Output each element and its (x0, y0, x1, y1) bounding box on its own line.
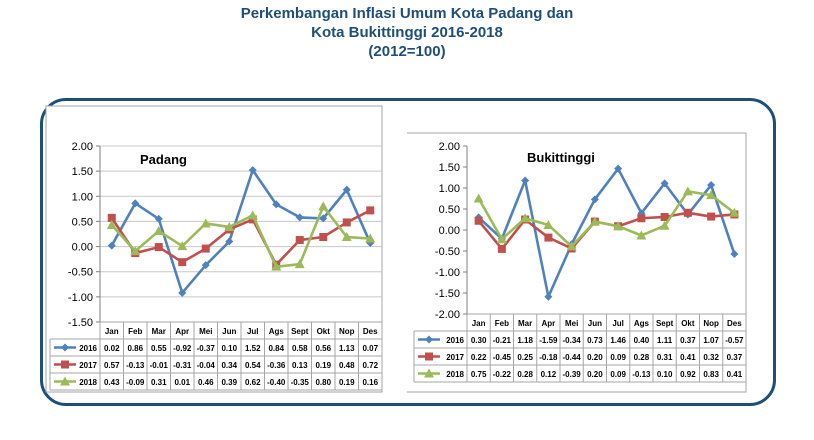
data-label-2018: 0.75 (470, 370, 487, 379)
data-label-2017: -0.18 (539, 353, 558, 362)
legend-label-2018: 2018 (446, 370, 464, 379)
series-2017-point (296, 236, 304, 244)
data-label-2018: 0.20 (587, 370, 603, 379)
y-tick-label: 1.00 (71, 191, 93, 204)
series-2017-point (343, 218, 351, 226)
data-label-2017: -0.01 (149, 361, 168, 370)
x-tick-label: Feb (128, 327, 143, 336)
data-label-2017: -0.04 (196, 361, 215, 370)
data-label-2016: 0.73 (587, 336, 603, 345)
data-label-2016: 1.52 (244, 344, 261, 353)
x-tick-label: Nop (703, 319, 719, 328)
x-tick-label: Mei (199, 327, 213, 336)
data-label-2018: -0.40 (267, 378, 286, 387)
series-2017-point (637, 214, 645, 222)
y-tick-label: -1.00 (434, 267, 460, 279)
data-label-2017: -0.44 (562, 353, 581, 362)
data-label-2017: -0.36 (267, 361, 286, 370)
series-2017-point (544, 234, 552, 242)
data-label-2016: 0.56 (315, 344, 332, 353)
x-tick-label: Mei (564, 319, 579, 328)
series-2017-point (319, 233, 327, 241)
legend-label-2018: 2018 (79, 378, 97, 387)
data-label-2017: 0.19 (315, 361, 332, 370)
x-tick-label: Okt (681, 319, 695, 328)
x-tick-label: Des (362, 327, 378, 336)
data-label-2017: -0.31 (173, 361, 192, 370)
data-label-2018: 0.43 (103, 378, 120, 387)
x-tick-label: Mar (151, 327, 166, 336)
legend-label-2016: 2016 (446, 336, 464, 345)
data-label-2018: 0.16 (362, 378, 379, 387)
data-label-2018: 0.01 (174, 378, 191, 387)
data-label-2017: 0.37 (726, 353, 743, 362)
legend-label-2017: 2017 (79, 361, 97, 370)
data-label-2018: -0.09 (126, 378, 145, 387)
data-label-2018: -0.35 (290, 378, 309, 387)
data-label-2016: 1.46 (610, 336, 626, 345)
data-label-2017: 0.72 (362, 361, 379, 370)
x-tick-label: Jul (246, 327, 259, 336)
y-tick-label: 0.00 (71, 241, 93, 254)
data-label-2016: 1.13 (338, 344, 355, 353)
data-label-2017: 0.25 (517, 353, 533, 362)
data-label-2016: 0.10 (221, 344, 238, 353)
data-label-2016: 1.07 (703, 336, 719, 345)
x-tick-label: Sept (291, 327, 309, 336)
x-tick-label: Mar (518, 319, 533, 328)
series-2017-point (155, 243, 163, 251)
data-label-2016: 0.40 (633, 336, 650, 345)
y-tick-label: 1.50 (438, 162, 460, 174)
chart-title: Bukittinggi (527, 150, 595, 165)
data-label-2016: 1.11 (657, 336, 673, 345)
series-2017-point (707, 213, 715, 221)
legend-marker-2017 (61, 361, 69, 369)
data-label-2018: 0.80 (315, 378, 332, 387)
y-tick-label: 2.00 (71, 141, 93, 153)
y-tick-label: -0.50 (434, 246, 460, 258)
x-tick-label: Ags (268, 327, 284, 336)
chart-bukittinggi (407, 0, 814, 440)
data-label-2016: 0.07 (362, 344, 379, 353)
y-tick-label: 0.00 (438, 225, 460, 237)
x-tick-label: Des (727, 319, 742, 328)
data-label-2018: 0.92 (680, 370, 696, 379)
data-label-2017: 0.41 (680, 353, 696, 362)
x-tick-label: Jun (587, 319, 602, 328)
x-tick-label: Okt (316, 327, 330, 336)
data-label-2017: 0.34 (221, 361, 238, 370)
data-label-2016: 0.86 (127, 344, 144, 353)
x-tick-label: Feb (494, 319, 509, 328)
y-tick-label: 0.50 (438, 204, 460, 216)
data-label-2018: 0.12 (540, 370, 557, 379)
y-tick-label: -0.50 (67, 266, 93, 279)
data-label-2018: 0.62 (244, 378, 261, 387)
series-2017-point (202, 245, 210, 253)
title-line-2: Kota Bukittinggi 2016-2018 (311, 24, 503, 41)
y-tick-label: -1.00 (67, 291, 93, 304)
x-tick-label: Jun (222, 327, 237, 336)
data-label-2017: 0.54 (244, 361, 261, 370)
series-2017-point (178, 258, 186, 266)
x-tick-label: Apr (541, 319, 556, 328)
legend-label-2017: 2017 (446, 353, 464, 362)
data-label-2018: -0.39 (562, 370, 581, 379)
data-label-2017: 0.32 (703, 353, 719, 362)
data-label-2018: 0.10 (656, 370, 673, 379)
data-label-2018: 0.09 (610, 370, 626, 379)
title-line-1: Perkembangan Inflasi Umum Kota Padang dan (240, 5, 574, 22)
y-tick-label: 0.50 (71, 216, 93, 229)
data-label-2016: 0.58 (291, 344, 308, 353)
data-label-2017: 0.31 (656, 353, 673, 362)
data-label-2017: 0.09 (610, 353, 626, 362)
data-label-2017: 0.22 (470, 353, 487, 362)
data-label-2016: 0.02 (103, 344, 120, 353)
data-label-2016: 0.84 (268, 344, 285, 353)
y-tick-label: 1.00 (438, 183, 460, 195)
data-label-2016: -0.21 (492, 336, 511, 345)
series-2017-point (475, 217, 483, 225)
data-label-2018: 0.31 (150, 378, 167, 387)
x-tick-label: Jan (471, 319, 486, 328)
series-2017-point (366, 206, 374, 214)
data-label-2018: -0.13 (632, 370, 651, 379)
series-2017-point (498, 245, 506, 253)
data-label-2016: -0.37 (196, 344, 215, 353)
data-label-2017: -0.45 (492, 353, 511, 362)
data-label-2017: 0.48 (338, 361, 355, 370)
data-label-2017: 0.20 (587, 353, 603, 362)
legend-label-2016: 2016 (79, 344, 97, 353)
data-label-2018: -0.22 (492, 370, 511, 379)
data-label-2017: 0.28 (633, 353, 650, 362)
y-tick-label: -1.50 (434, 288, 460, 300)
chart-title: Padang (140, 152, 187, 167)
data-label-2018: 0.28 (517, 370, 533, 379)
data-label-2018: 0.19 (338, 378, 355, 387)
data-label-2018: 0.46 (197, 378, 214, 387)
title-line-3: (2012=100) (368, 43, 446, 60)
data-label-2017: 0.13 (291, 361, 308, 370)
series-2017-point (684, 209, 692, 217)
data-label-2016: 0.37 (680, 336, 696, 345)
data-label-2017: -0.13 (126, 361, 145, 370)
data-label-2016: -0.57 (725, 336, 744, 345)
x-tick-label: Nop (338, 327, 355, 336)
y-tick-label: 2.00 (438, 141, 460, 153)
x-tick-label: Apr (175, 327, 190, 336)
y-tick-label: 1.50 (71, 166, 93, 179)
data-label-2016: 0.55 (150, 344, 167, 353)
data-label-2016: 0.30 (470, 336, 487, 345)
data-label-2017: 0.57 (103, 361, 120, 370)
x-tick-label: Jul (612, 319, 624, 328)
data-label-2018: 0.83 (703, 370, 719, 379)
x-tick-label: Sept (655, 319, 674, 328)
data-label-2016: 1.18 (517, 336, 533, 345)
data-label-2016: -0.92 (173, 344, 192, 353)
data-label-2016: -0.34 (562, 336, 581, 345)
legend-marker-2017 (425, 353, 433, 361)
data-label-2018: 0.39 (221, 378, 238, 387)
x-tick-label: Jan (104, 327, 119, 336)
y-tick-label: -2.00 (434, 309, 460, 321)
y-tick-label: -1.50 (67, 317, 93, 329)
x-tick-label: Ags (633, 319, 649, 328)
data-label-2018: 0.41 (726, 370, 743, 379)
data-label-2016: -1.59 (539, 336, 558, 345)
